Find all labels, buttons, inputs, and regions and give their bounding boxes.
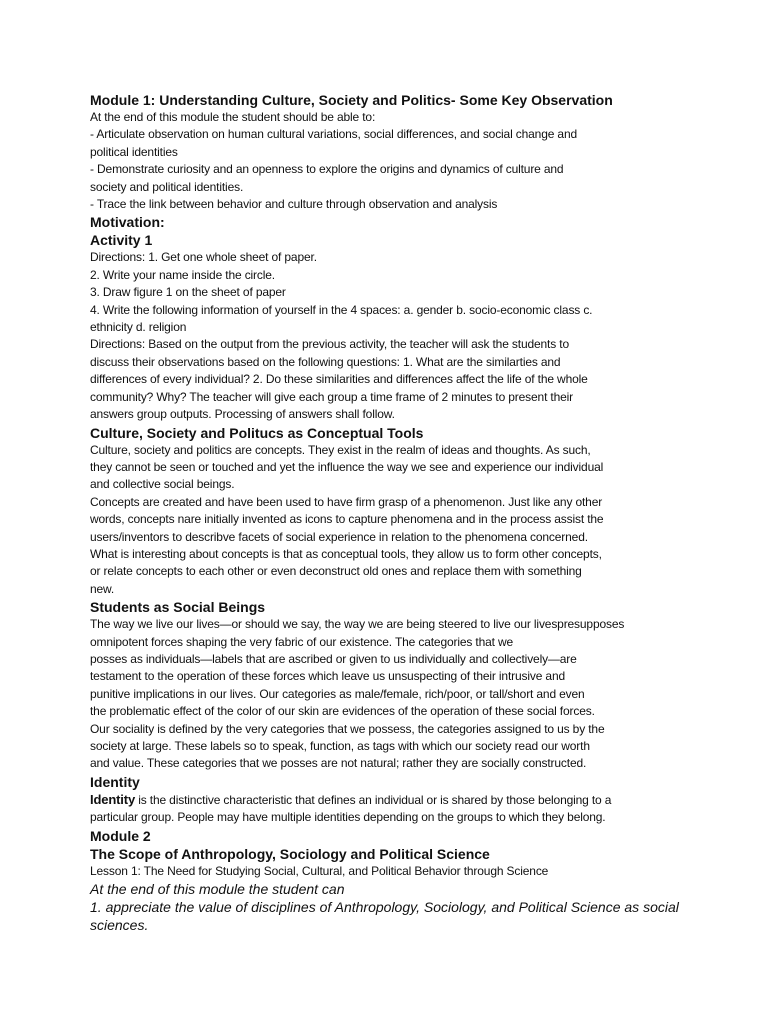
text-line: Directions: 1. Get one whole sheet of paper. — [90, 250, 317, 265]
motivation-heading: Motivation: — [90, 214, 165, 231]
text-line: Our sociality is defined by the very categories that we possess, the categories assigned to us by the — [90, 721, 605, 736]
text-line: 4. Write the following information of yourself in the 4 spaces: a. gender b. socio-economic class c. — [90, 302, 593, 317]
text-line: - Articulate observation on human cultural variations, social differences, and social change and — [90, 127, 578, 142]
module2-heading: Module 2 — [90, 827, 151, 844]
identity-body — [90, 791, 680, 827]
module2-objectives — [90, 880, 680, 934]
text-line: new. — [90, 581, 115, 596]
text-line: - Demonstrate curiosity and an openness to explore the origins and dynamics of culture and — [90, 162, 564, 177]
social-beings-body — [90, 616, 680, 773]
text-line: they cannot be seen or touched and yet the influence the way we see and experience our individual — [90, 459, 604, 474]
module1-objectives — [90, 109, 680, 213]
conceptual-tools-heading: Culture, Society and Politucs as Conceptual Tools — [90, 424, 424, 441]
text-line: testament to the operation of these forces which leave us unsuspecting of their intrusive and — [90, 669, 566, 684]
text-line: 1. appreciate the value of disciplines of Anthropology, Sociology, and Political Science as social — [90, 899, 679, 916]
text-line: posses as individuals—labels that are ascribed or given to us individually and collectively—are — [90, 651, 577, 666]
module1-title: Module 1: Understanding Culture, Society and Politics- Some Key Observation — [90, 92, 613, 108]
text-line: Culture, society and politics are concepts. They exist in the realm of ideas and thoughts. As such, — [90, 442, 591, 457]
text-line: At the end of this module the student should be able to: — [90, 110, 376, 124]
identity-heading: Identity — [90, 773, 140, 790]
text-line: political identities — [90, 144, 178, 159]
text-line: What is interesting about concepts is that as conceptual tools, they allow us to form other concepts, — [90, 546, 602, 561]
text-line: punitive implications in our lives. Our categories as male/female, rich/poor, or tall/short and even — [90, 686, 585, 701]
text-line: omnipotent forces shaping the very fabric of our existence. The categories that we — [90, 634, 514, 649]
text-line: Concepts are created and have been used to have firm grasp of a phenomenon. Just like any other — [90, 494, 603, 509]
text-line: the problematic effect of the color of our skin are evidences of the operation of these social forces. — [90, 704, 595, 719]
text-line: society at large. These labels so to speak, function, as tags with which our society read our worth — [90, 739, 590, 753]
activity1-directions — [90, 249, 680, 423]
conceptual-tools-body — [90, 442, 680, 599]
text-line: and collective social beings. — [90, 477, 235, 492]
activity1-heading: Activity 1 — [90, 232, 153, 249]
text-line: users/inventors to describve facets of social experience in relation to the phenomena concerned. — [90, 529, 588, 544]
text-line: and value. These categories that we posses are not natural; rather they are socially constructed. — [90, 756, 587, 771]
text-line: The way we live our lives—or should we say, the way we are being steered to live our livespresupposes — [90, 617, 625, 632]
text-line: At the end of this module the student can — [90, 881, 345, 898]
text-line: 3. Draw figure 1 on the sheet of paper — [90, 285, 286, 300]
module2-title: The Scope of Anthropology, Sociology and Political Science — [90, 845, 490, 862]
text-line: - Trace the link between behavior and culture through observation and analysis — [90, 197, 498, 212]
text-line: ethnicity d. religion — [90, 320, 187, 335]
text-line: differences of every individual? 2. Do these similarities and differences affect the life of the whole — [90, 372, 588, 387]
identity-term: Identity — [90, 791, 136, 807]
text-line: words, concepts nare initially invented as icons to capture phenomena and in the process assist the — [90, 512, 604, 527]
text-line: answers group outputs. Processing of answers shall follow. — [90, 407, 395, 422]
text-line: society and political identities. — [90, 179, 244, 194]
text-line — [90, 791, 680, 809]
text-line: community? Why? The teacher will give each group a time frame of 2 minutes to present their — [90, 389, 574, 404]
text-line: sciences. — [90, 917, 149, 934]
module2-lesson: Lesson 1: The Need for Studying Social, Cultural, and Political Behavior through Science — [90, 863, 549, 878]
document-content — [90, 91, 680, 934]
text-line: or relate concepts to each other or even deconstruct old ones and replace them with something — [90, 564, 582, 579]
text-line: discuss their observations based on the following questions: 1. What are the similarties and — [90, 354, 561, 369]
identity-definition: is the distinctive characteristic that defines an individual or is shared by those belonging to a — [135, 792, 612, 807]
text-line: 2. Write your name inside the circle. — [90, 267, 275, 282]
text-line: particular group. People may have multiple identities depending on the groups to which they belong. — [90, 810, 606, 825]
text-line: Directions: Based on the output from the previous activity, the teacher will ask the students to — [90, 337, 569, 352]
social-beings-heading: Students as Social Beings — [90, 599, 266, 616]
